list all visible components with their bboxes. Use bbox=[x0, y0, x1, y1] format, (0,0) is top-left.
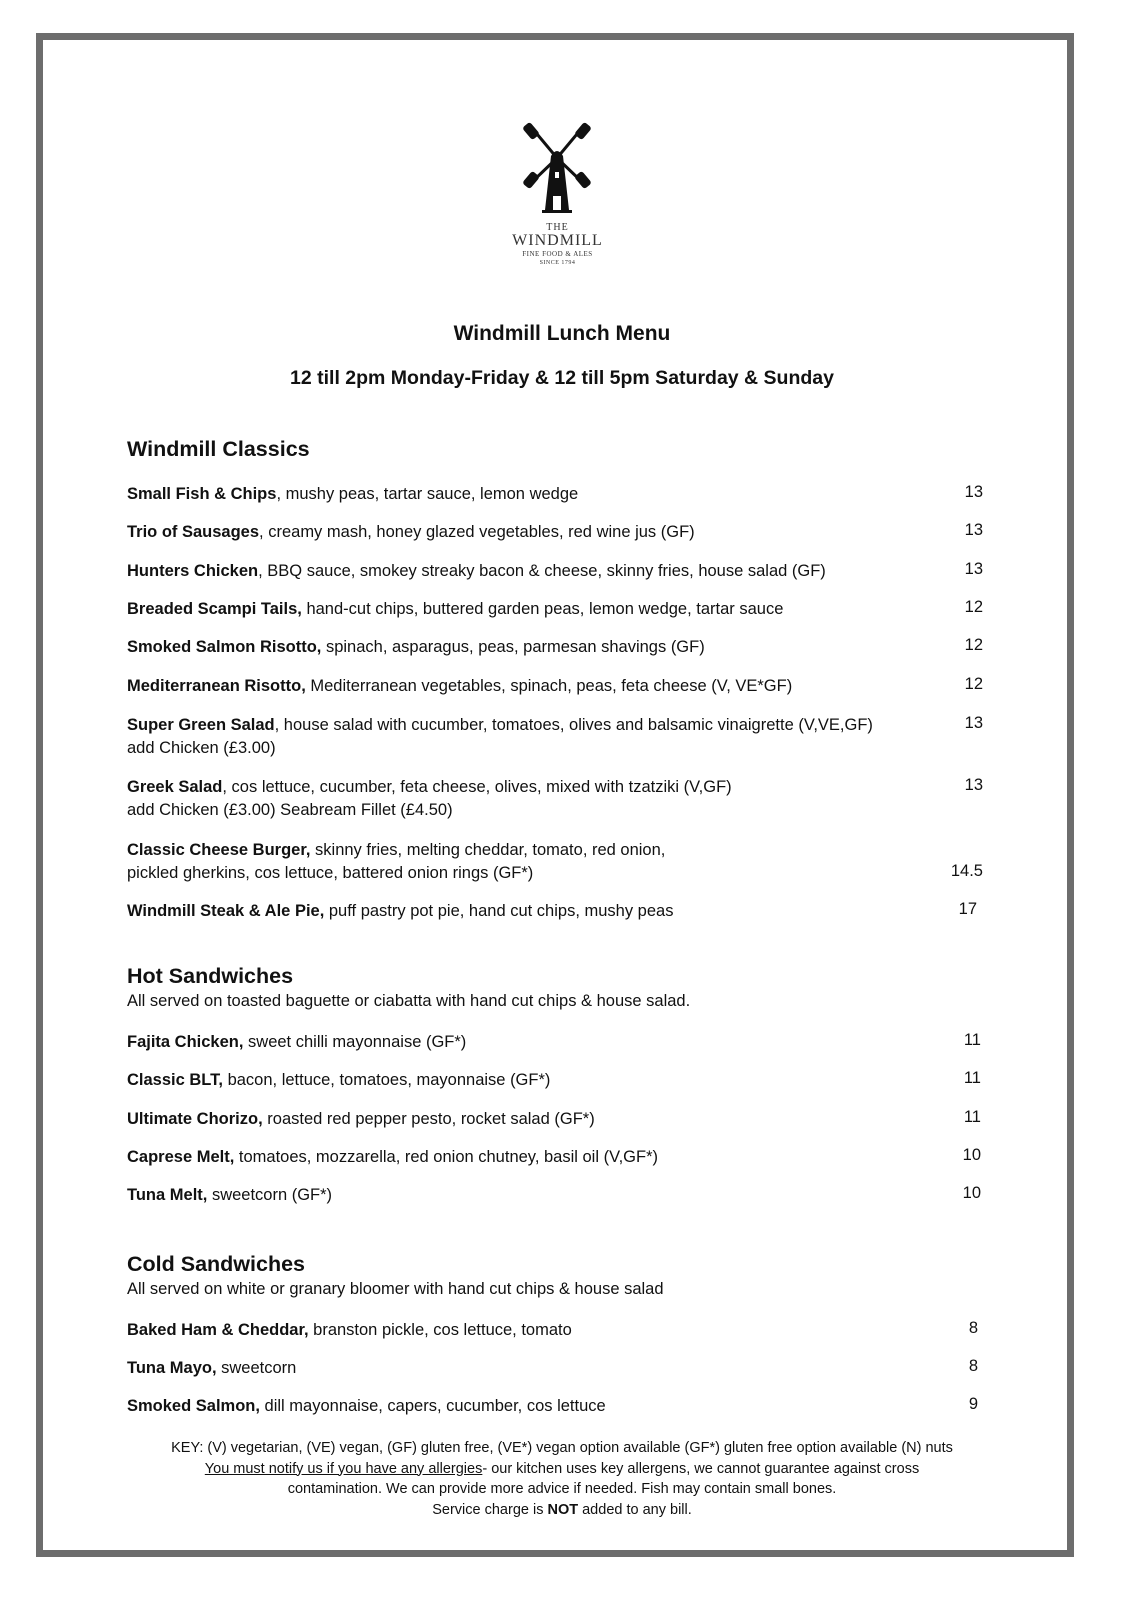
item-desc: sweet chilli mayonnaise (GF*) bbox=[243, 1033, 467, 1051]
windmill-logo bbox=[500, 122, 615, 272]
item-name: Hunters Chicken bbox=[127, 562, 259, 580]
logo-text-the: THE bbox=[546, 222, 569, 233]
menu-hours: 12 till 2pm Monday-Friday & 12 till 5pm Saturday & Sunday bbox=[290, 367, 834, 389]
item-price: 13 bbox=[964, 560, 983, 578]
item-name: Smoked Salmon, bbox=[127, 1397, 260, 1415]
item-price: 13 bbox=[964, 776, 983, 794]
menu-item bbox=[127, 598, 1007, 621]
item-price: 10 bbox=[962, 1184, 981, 1202]
item-name: Greek Salad bbox=[127, 778, 223, 796]
item-price: 12 bbox=[964, 598, 983, 616]
item-price: 13 bbox=[964, 714, 983, 732]
menu-item bbox=[127, 1069, 1007, 1092]
section-heading-classics: Windmill Classics bbox=[127, 437, 310, 461]
item-price: 12 bbox=[964, 636, 983, 654]
service-text-post: added to any bill. bbox=[578, 1501, 692, 1518]
service-text-pre: Service charge is bbox=[432, 1501, 548, 1518]
section-heading-hot: Hot Sandwiches bbox=[127, 964, 294, 988]
menu-item bbox=[127, 636, 1007, 659]
item-name: Super Green Salad bbox=[127, 716, 275, 734]
windmill-icon bbox=[522, 122, 592, 220]
item-price: 17 bbox=[958, 900, 977, 918]
service-charge-notice bbox=[0, 1500, 1124, 1521]
menu-item bbox=[127, 560, 1007, 583]
menu-item bbox=[127, 1357, 1007, 1380]
item-name: Breaded Scampi Tails, bbox=[127, 600, 302, 618]
item-desc: , mushy peas, tartar sauce, lemon wedge bbox=[276, 485, 579, 503]
item-price: 8 bbox=[968, 1357, 978, 1375]
item-name: Fajita Chicken, bbox=[127, 1033, 244, 1051]
item-desc: spinach, asparagus, peas, parmesan shavings (GF) bbox=[321, 638, 705, 656]
item-price: 10 bbox=[962, 1146, 981, 1164]
item-name: Classic BLT, bbox=[127, 1071, 223, 1089]
item-extra: pickled gherkins, cos lettuce, battered onion rings (GF*) bbox=[127, 864, 534, 882]
item-price: 11 bbox=[963, 1108, 981, 1126]
item-desc: dill mayonnaise, capers, cucumber, cos lettuce bbox=[259, 1397, 606, 1415]
item-desc: , cos lettuce, cucumber, feta cheese, olives, mixed with tzatziki (V,GF) bbox=[222, 778, 732, 796]
item-name: Classic Cheese Burger, bbox=[127, 841, 311, 859]
menu-item bbox=[127, 1031, 1007, 1054]
logo-text-windmill: WINDMILL bbox=[512, 232, 603, 249]
menu-item bbox=[127, 675, 1007, 698]
item-desc: sweetcorn (GF*) bbox=[207, 1186, 333, 1204]
item-desc: sweetcorn bbox=[216, 1359, 297, 1377]
menu-item bbox=[127, 521, 1007, 544]
item-name: Baked Ham & Cheddar, bbox=[127, 1321, 309, 1339]
section-heading-cold: Cold Sandwiches bbox=[127, 1252, 306, 1276]
item-name: Tuna Melt, bbox=[127, 1186, 208, 1204]
item-extra: add Chicken (£3.00) bbox=[127, 739, 276, 757]
menu-item bbox=[127, 1395, 1007, 1418]
item-price: 13 bbox=[964, 483, 983, 501]
menu-item bbox=[127, 900, 1007, 923]
menu-item bbox=[127, 714, 1007, 760]
service-text-bold: NOT bbox=[547, 1501, 579, 1518]
item-price: 13 bbox=[964, 521, 983, 539]
item-desc: bacon, lettuce, tomatoes, mayonnaise (GF*) bbox=[222, 1071, 551, 1089]
item-price: 14.5 bbox=[950, 862, 983, 880]
item-name: Mediterranean Risotto, bbox=[127, 677, 306, 695]
logo-text-since: SINCE 1794 bbox=[539, 260, 576, 266]
item-desc: roasted red pepper pesto, rocket salad (GF*) bbox=[262, 1110, 595, 1128]
item-price: 12 bbox=[964, 675, 983, 693]
item-desc: , BBQ sauce, smokey streaky bacon & cheese, skinny fries, house salad (GF) bbox=[258, 562, 826, 580]
contamination-notice: contamination. We can provide more advice if needed. Fish may contain small bones. bbox=[287, 1481, 837, 1497]
item-name: Tuna Mayo, bbox=[127, 1359, 217, 1377]
menu-title: Windmill Lunch Menu bbox=[453, 322, 671, 345]
item-name: Windmill Steak & Ale Pie, bbox=[127, 902, 325, 920]
item-desc: , house salad with cucumber, tomatoes, olives and balsamic vinaigrette (V,VE,GF) bbox=[274, 716, 873, 734]
menu-item bbox=[127, 1319, 1007, 1342]
item-desc: hand-cut chips, buttered garden peas, lemon wedge, tartar sauce bbox=[301, 600, 784, 618]
item-desc: , creamy mash, honey glazed vegetables, red wine jus (GF) bbox=[259, 523, 695, 541]
item-desc: tomatoes, mozzarella, red onion chutney, basil oil (V,GF*) bbox=[234, 1148, 658, 1166]
item-name: Trio of Sausages bbox=[127, 523, 260, 541]
footer-notes bbox=[0, 1438, 1124, 1520]
item-name: Small Fish & Chips bbox=[127, 485, 277, 503]
allergy-warning-underlined: You must notify us if you have any allergies bbox=[204, 1460, 483, 1477]
item-name: Ultimate Chorizo, bbox=[127, 1110, 263, 1128]
menu-item bbox=[127, 1184, 1007, 1207]
item-name: Caprese Melt, bbox=[127, 1148, 235, 1166]
menu-item bbox=[127, 1108, 1007, 1131]
menu-item bbox=[127, 776, 1007, 822]
item-name: Smoked Salmon Risotto, bbox=[127, 638, 322, 656]
item-desc: puff pastry pot pie, hand cut chips, mushy peas bbox=[324, 902, 674, 920]
item-price: 8 bbox=[968, 1319, 978, 1337]
item-desc: skinny fries, melting cheddar, tomato, red onion, bbox=[310, 841, 666, 859]
item-price: 9 bbox=[968, 1395, 978, 1413]
allergy-notice bbox=[0, 1459, 1124, 1480]
item-desc: branston pickle, cos lettuce, tomato bbox=[308, 1321, 572, 1339]
item-extra: add Chicken (£3.00) Seabream Fillet (£4.50) bbox=[127, 801, 453, 819]
menu-item bbox=[127, 1146, 1007, 1169]
item-price: 11 bbox=[963, 1069, 981, 1087]
item-price: 11 bbox=[963, 1031, 981, 1049]
section-subtitle-cold: All served on white or granary bloomer with hand cut chips & house salad bbox=[127, 1280, 664, 1298]
menu-item bbox=[127, 839, 1007, 885]
allergy-warning-text: - our kitchen uses key allergens, we cannot guarantee against cross bbox=[482, 1460, 920, 1477]
allergen-key: KEY: (V) vegetarian, (VE) vegan, (GF) gluten free, (VE*) vegan option available (GF*) gluten free option available (N) nuts bbox=[171, 1440, 953, 1456]
menu-item bbox=[127, 483, 1007, 506]
item-desc: Mediterranean vegetables, spinach, peas, feta cheese (V, VE*GF) bbox=[305, 677, 793, 695]
logo-text-tagline: FINE FOOD & ALES bbox=[522, 250, 593, 258]
section-subtitle-hot: All served on toasted baguette or ciabatta with hand cut chips & house salad. bbox=[127, 992, 691, 1010]
